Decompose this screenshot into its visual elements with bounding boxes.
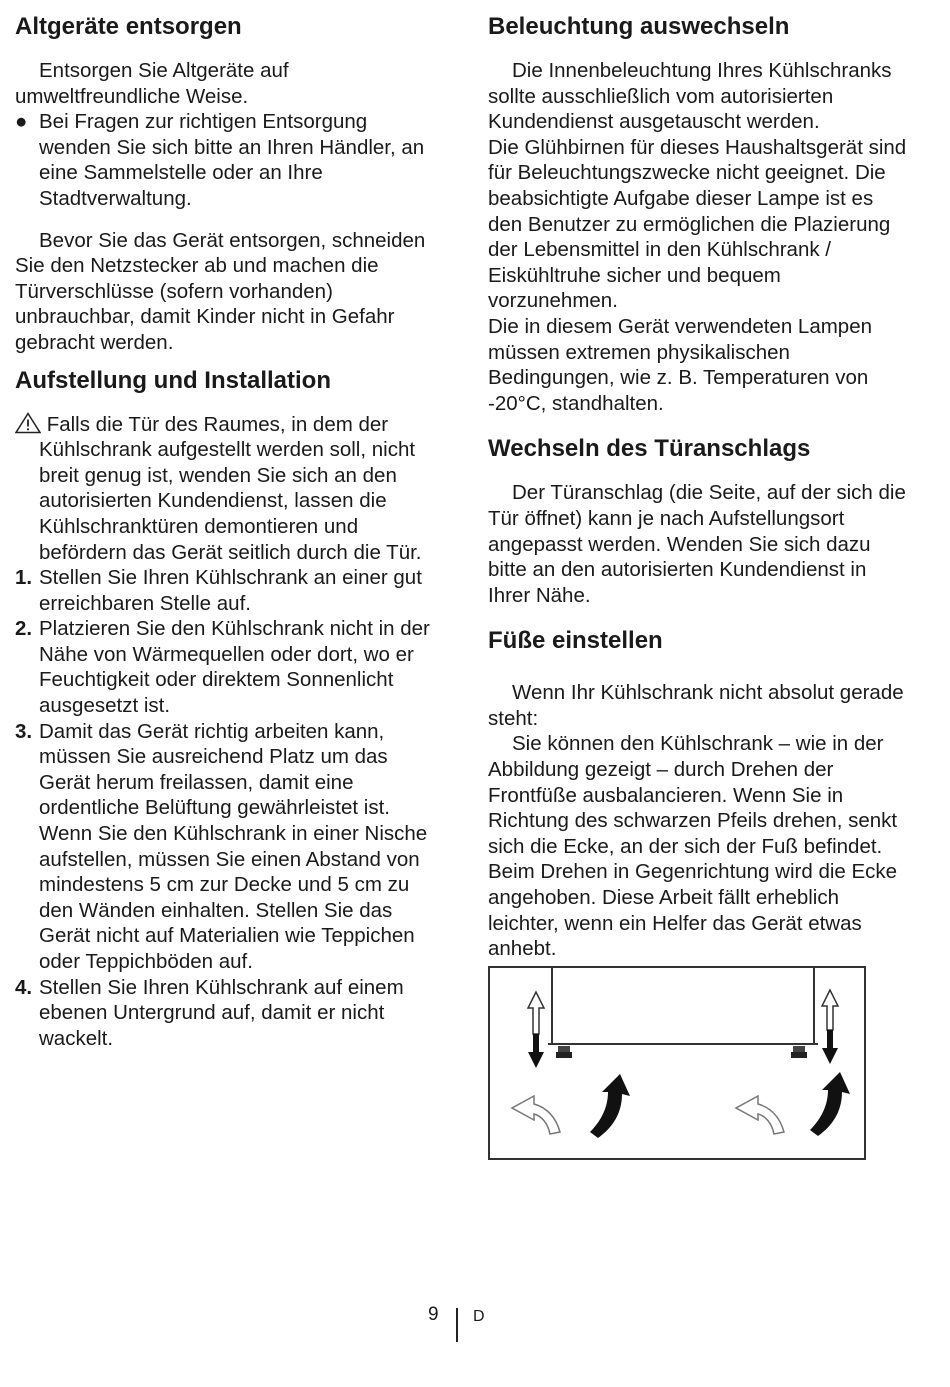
language-code: D (473, 1308, 485, 1325)
left-column (15, 10, 440, 1051)
page-footer (0, 1300, 950, 1340)
right-white-curved-arrow-icon (736, 1096, 784, 1134)
left-white-curved-arrow-icon (512, 1096, 560, 1134)
step-number: 2. (15, 617, 33, 641)
paragraph-feet-2: Sie können den Kühlschrank – wie in der Abbildung gezeigt – durch Drehen der Frontfüße ausbalancieren. Wenn Sie in Richtung des schwarzen Pfeils drehen, senkt sich die Ecke, an der sich der Fuß befindet. Beim Drehen in Gegenrichtung wird die Ecke angehoben. Diese Arbeit fällt erheblich leichter, wenn ein Helfer das Gerät etwas anhebt. (488, 732, 898, 961)
left-up-arrow-icon (528, 992, 544, 1034)
step-text: Stellen Sie Ihren Kühlschrank an einer gut erreichbaren Stelle auf. (39, 566, 422, 615)
paragraph-door-hinge: Der Türanschlag (die Seite, auf der sich die Tür öffnet) kann je nach Aufstellungsort angepasst werden. Wenden Sie sich dazu bitte an den autorisierten Kundendienst in Ihrer Nähe. (488, 481, 906, 607)
heading-altgeraete: Altgeräte entsorgen (15, 13, 242, 40)
left-foot-icon (556, 1046, 572, 1058)
step-number: 3. (15, 719, 33, 743)
bullet-dot-icon: ● (15, 110, 28, 134)
paragraph-lighting-1: Die Innenbeleuchtung Ihres Kühlschranks sollte ausschließlich vom autorisierten Kundendienst ausgetauscht werden. (488, 59, 892, 134)
step-item (15, 565, 440, 616)
step-item (15, 719, 440, 975)
warning-paragraph (15, 412, 440, 566)
step-text: Stellen Sie Ihren Kühlschrank auf einem ebenen Untergrund auf, damit er nicht wackelt. (39, 975, 404, 1050)
bullet-item (15, 109, 440, 211)
step-item (15, 975, 440, 1052)
warning-triangle-icon (15, 412, 41, 434)
right-black-curved-arrow-icon (810, 1072, 850, 1136)
paragraph-disposal-intro: Entsorgen Sie Altgeräte auf umweltfreundliche Weise. (15, 59, 289, 108)
heading-beleuchtung: Beleuchtung auswechseln (488, 13, 790, 40)
heading-aufstellung: Aufstellung und Installation (15, 366, 331, 394)
warning-text: Falls die Tür des Raumes, in dem der Kühlschrank aufgestellt werden soll, nicht breit genug ist, wenden Sie sich an den autorisierten Kundendienst, lassen die Kühlschranktüren demontieren und befördern das Gerät seitlich durch die Tür. (39, 412, 422, 564)
paragraph-lighting-2: Die Glühbirnen für dieses Haushaltsgerät sind für Beleuchtungszwecke nicht geeignet. Die beabsichtigte Aufgabe dieser Lampe ist es den Benutzer zu ermöglichen die Plazierung der Lebensmittel in den Kühlschrank / Eiskühltruhe sicher und bequem vorzunehmen. (488, 135, 907, 313)
fridge-body (552, 968, 814, 1044)
right-up-arrow-icon (822, 990, 838, 1030)
footer-divider (456, 1308, 458, 1342)
left-down-arrow-icon (528, 1034, 544, 1068)
paragraph-feet-1: Wenn Ihr Kühlschrank nicht absolut gerade steht: (488, 681, 904, 730)
feet-adjustment-figure (488, 966, 866, 1160)
heading-tueranschlag: Wechseln des Türanschlags (488, 435, 811, 463)
paragraph-lighting-3: Die in diesem Gerät verwendeten Lampen müssen extremen physikalischen Bedingungen, wie z. B. Temperaturen von -20°C, standhalten. (488, 314, 873, 415)
paragraph-disposal-safety: Bevor Sie das Gerät entsorgen, schneiden Sie den Netzstecker ab und machen die Türverschlüsse (sofern vorhanden) unbrauchbar, damit Kinder nicht in Gefahr gebracht werden. (15, 228, 426, 354)
page-number: 9 (428, 1304, 439, 1325)
right-column (488, 10, 908, 1160)
left-black-curved-arrow-icon (590, 1074, 630, 1138)
bullet-text: Bei Fragen zur richtigen Entsorgung wenden Sie sich bitte an Ihren Händler, an eine Sammelstelle oder an Ihre Stadtverwaltung. (39, 110, 425, 210)
right-foot-icon (791, 1046, 807, 1058)
step-number: 4. (15, 975, 33, 999)
step-item (15, 616, 440, 718)
step-text: Platzieren Sie den Kühlschrank nicht in der Nähe von Wärmequellen oder dort, wo er Feuchtigkeit oder direktem Sonnenlicht ausgesetzt ist. (39, 617, 430, 718)
heading-fuesse: Füße einstellen (488, 627, 663, 655)
feet-adjustment-illustration (490, 968, 864, 1158)
step-text: Damit das Gerät richtig arbeiten kann, müssen Sie ausreichend Platz um das Gerät herum freilassen, damit eine ordentliche Belüftung gewährleistet ist. Wenn Sie den Kühlschrank in einer Nische aufstellen, müssen Sie einen Abstand von mindestens 5 cm zur Decke und 5 cm zu den Wänden einhalten. Stellen Sie das Gerät nicht auf Materialien wie Teppichen oder Teppichböden auf. (39, 719, 428, 973)
step-number: 1. (15, 566, 33, 590)
right-down-arrow-icon (822, 1030, 838, 1064)
